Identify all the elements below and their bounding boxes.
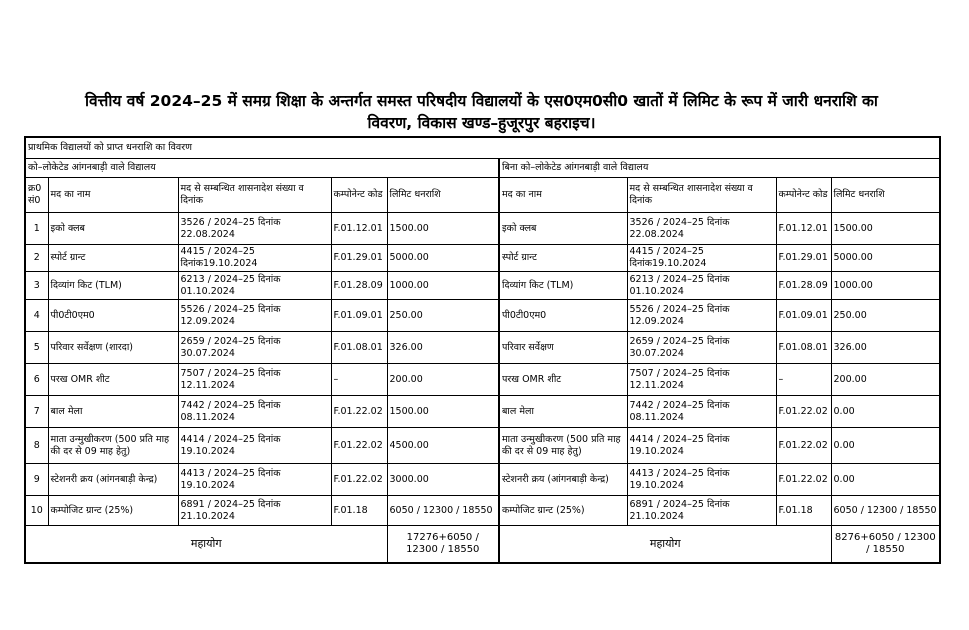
table-row [25,245,940,272]
row-item: दिव्यांग किट (TLM) [48,272,178,300]
row-order: 7442 / 2024–25 दिनांक 08.11.2024 [178,396,331,428]
row-code: F.01.22.02 [331,396,387,428]
total-label-left: महायोग [25,526,387,564]
row-order-right: 4413 / 2024–25 दिनांक 19.10.2024 [627,464,776,496]
header-limit: लिमिट धनराशि [387,178,499,213]
row-limit-right: 0.00 [831,396,940,428]
row-order: 7507 / 2024–25 दिनांक 12.11.2024 [178,364,331,396]
row-code: F.01.28.09 [331,272,387,300]
row-code-right: F.01.18 [776,496,831,526]
total-label-right: महायोग [499,526,831,564]
row-order-right: 5526 / 2024–25 दिनांक 12.09.2024 [627,300,776,332]
row-code-right: F.01.12.01 [776,213,831,245]
header-code: कम्पोनेन्ट कोड [331,178,387,213]
row-sn: 1 [25,213,48,245]
header-code-right: कम्पोनेन्ट कोड [776,178,831,213]
table-row [25,364,940,396]
row-limit: 5000.00 [387,245,499,272]
row-item: स्पोर्ट ग्रान्ट [48,245,178,272]
total-row [25,526,940,564]
row-sn: 3 [25,272,48,300]
row-item: इको क्लब [48,213,178,245]
row-item: पी0टी0एम0 [48,300,178,332]
header-order-right: मद से सम्बन्धित शासनादेश संख्या व दिनांक [627,178,776,213]
header-order: मद से सम्बन्धित शासनादेश संख्या व दिनांक [178,178,331,213]
table-row [25,213,940,245]
row-item-right: बाल मेला [499,396,627,428]
row-limit-right: 1500.00 [831,213,940,245]
row-code: F.01.12.01 [331,213,387,245]
row-limit-right: 1000.00 [831,272,940,300]
row-limit-right: 0.00 [831,428,940,464]
right-group-header: बिना को–लोकेटेड आंगनबाड़ी वाले विद्यालय [499,159,940,178]
column-header-row [25,178,940,213]
row-item-right: स्टेशनरी क्रय (आंगनबाड़ी केन्द्र) [499,464,627,496]
row-limit-right: 200.00 [831,364,940,396]
row-order-right: 2659 / 2024–25 दिनांक 30.07.2024 [627,332,776,364]
header-item-right: मद का नाम [499,178,627,213]
heading-line-2: विवरण, विकास खण्ड–हुजूरपुर बहराइच। [367,114,596,132]
row-order: 4415 / 2024–25 दिनांक19.10.2024 [178,245,331,272]
row-code-right: F.01.09.01 [776,300,831,332]
row-order-right: 4415 / 2024–25 दिनांक19.10.2024 [627,245,776,272]
row-code-right: – [776,364,831,396]
row-item-right: कम्पोजिट ग्रान्ट (25%) [499,496,627,526]
table-row [25,464,940,496]
table-row [25,496,940,526]
row-order: 3526 / 2024–25 दिनांक 22.08.2024 [178,213,331,245]
row-sn: 9 [25,464,48,496]
row-item: स्टेशनरी क्रय (आंगनबाड़ी केन्द्र) [48,464,178,496]
row-sn: 4 [25,300,48,332]
header-sn: क्र0 सं0 [25,178,48,213]
row-code-right: F.01.22.02 [776,428,831,464]
row-order-right: 7442 / 2024–25 दिनांक 08.11.2024 [627,396,776,428]
row-code: F.01.29.01 [331,245,387,272]
group-header-row [25,159,940,178]
row-code: F.01.22.02 [331,428,387,464]
row-limit: 1000.00 [387,272,499,300]
row-item-right: स्पोर्ट ग्रान्ट [499,245,627,272]
row-item-right: माता उन्मुखीकरण (500 प्रति माह की दर से 09 माह हेतु) [499,428,627,464]
table-row [25,396,940,428]
row-code-right: F.01.22.02 [776,396,831,428]
heading-line-1: वित्तीय वर्ष 2024–25 में समग्र शिक्षा के अन्तर्गत समस्त परिषदीय विद्यालयों के एस0एम0सी0 खातों में लिमिट के रूप में जारी धनराशि का [85,92,878,110]
row-item: माता उन्मुखीकरण (500 प्रति माह की दर से 09 माह हेतु) [48,428,178,464]
left-group-header: को–लोकेटेड आंगनबाड़ी वाले विद्यालय [25,159,499,178]
row-order-right: 7507 / 2024–25 दिनांक 12.11.2024 [627,364,776,396]
row-code: F.01.08.01 [331,332,387,364]
row-code-right: F.01.29.01 [776,245,831,272]
row-limit: 6050 / 12300 / 18550 [387,496,499,526]
row-item: बाल मेला [48,396,178,428]
document-heading [24,90,939,134]
row-order: 4413 / 2024–25 दिनांक 19.10.2024 [178,464,331,496]
row-sn: 7 [25,396,48,428]
row-limit: 3000.00 [387,464,499,496]
row-item: कम्पोजिट ग्रान्ट (25%) [48,496,178,526]
row-order-right: 3526 / 2024–25 दिनांक 22.08.2024 [627,213,776,245]
row-limit-right: 6050 / 12300 / 18550 [831,496,940,526]
row-order: 2659 / 2024–25 दिनांक 30.07.2024 [178,332,331,364]
row-item: परिवार सर्वेक्षण (शारदा) [48,332,178,364]
row-limit: 4500.00 [387,428,499,464]
row-item-right: दिव्यांग किट (TLM) [499,272,627,300]
header-limit-right: लिमिट धनराशि [831,178,940,213]
row-limit-right: 0.00 [831,464,940,496]
row-order: 6213 / 2024–25 दिनांक 01.10.2024 [178,272,331,300]
row-order: 6891 / 2024–25 दिनांक 21.10.2024 [178,496,331,526]
total-value-left: 17276+6050 / 12300 / 18550 [387,526,499,564]
row-order-right: 6891 / 2024–25 दिनांक 21.10.2024 [627,496,776,526]
row-code: F.01.18 [331,496,387,526]
row-limit: 250.00 [387,300,499,332]
row-order: 4414 / 2024–25 दिनांक 19.10.2024 [178,428,331,464]
row-item: परख OMR शीट [48,364,178,396]
row-limit-right: 5000.00 [831,245,940,272]
row-order-right: 4414 / 2024–25 दिनांक 19.10.2024 [627,428,776,464]
total-value-right: 8276+6050 / 12300 / 18550 [831,526,940,564]
row-limit-right: 250.00 [831,300,940,332]
row-sn: 6 [25,364,48,396]
header-item: मद का नाम [48,178,178,213]
fund-limit-table [24,136,941,564]
row-item-right: परिवार सर्वेक्षण [499,332,627,364]
row-code: – [331,364,387,396]
row-item-right: इको क्लब [499,213,627,245]
table-row [25,300,940,332]
row-sn: 5 [25,332,48,364]
table-row [25,272,940,300]
row-order-right: 6213 / 2024–25 दिनांक 01.10.2024 [627,272,776,300]
table-title: प्राथमिक विद्यालयों को प्राप्त धनराशि का विवरण [25,137,940,159]
row-limit: 200.00 [387,364,499,396]
table-row [25,332,940,364]
row-sn: 10 [25,496,48,526]
table-title-row [25,137,940,159]
row-sn: 2 [25,245,48,272]
row-code: F.01.09.01 [331,300,387,332]
row-item-right: परख OMR शीट [499,364,627,396]
row-limit: 326.00 [387,332,499,364]
row-code: F.01.22.02 [331,464,387,496]
row-limit: 1500.00 [387,213,499,245]
row-order: 5526 / 2024–25 दिनांक 12.09.2024 [178,300,331,332]
row-limit-right: 326.00 [831,332,940,364]
row-code-right: F.01.28.09 [776,272,831,300]
table-row [25,428,940,464]
row-item-right: पी0टी0एम0 [499,300,627,332]
row-sn: 8 [25,428,48,464]
row-code-right: F.01.22.02 [776,464,831,496]
row-limit: 1500.00 [387,396,499,428]
row-code-right: F.01.08.01 [776,332,831,364]
